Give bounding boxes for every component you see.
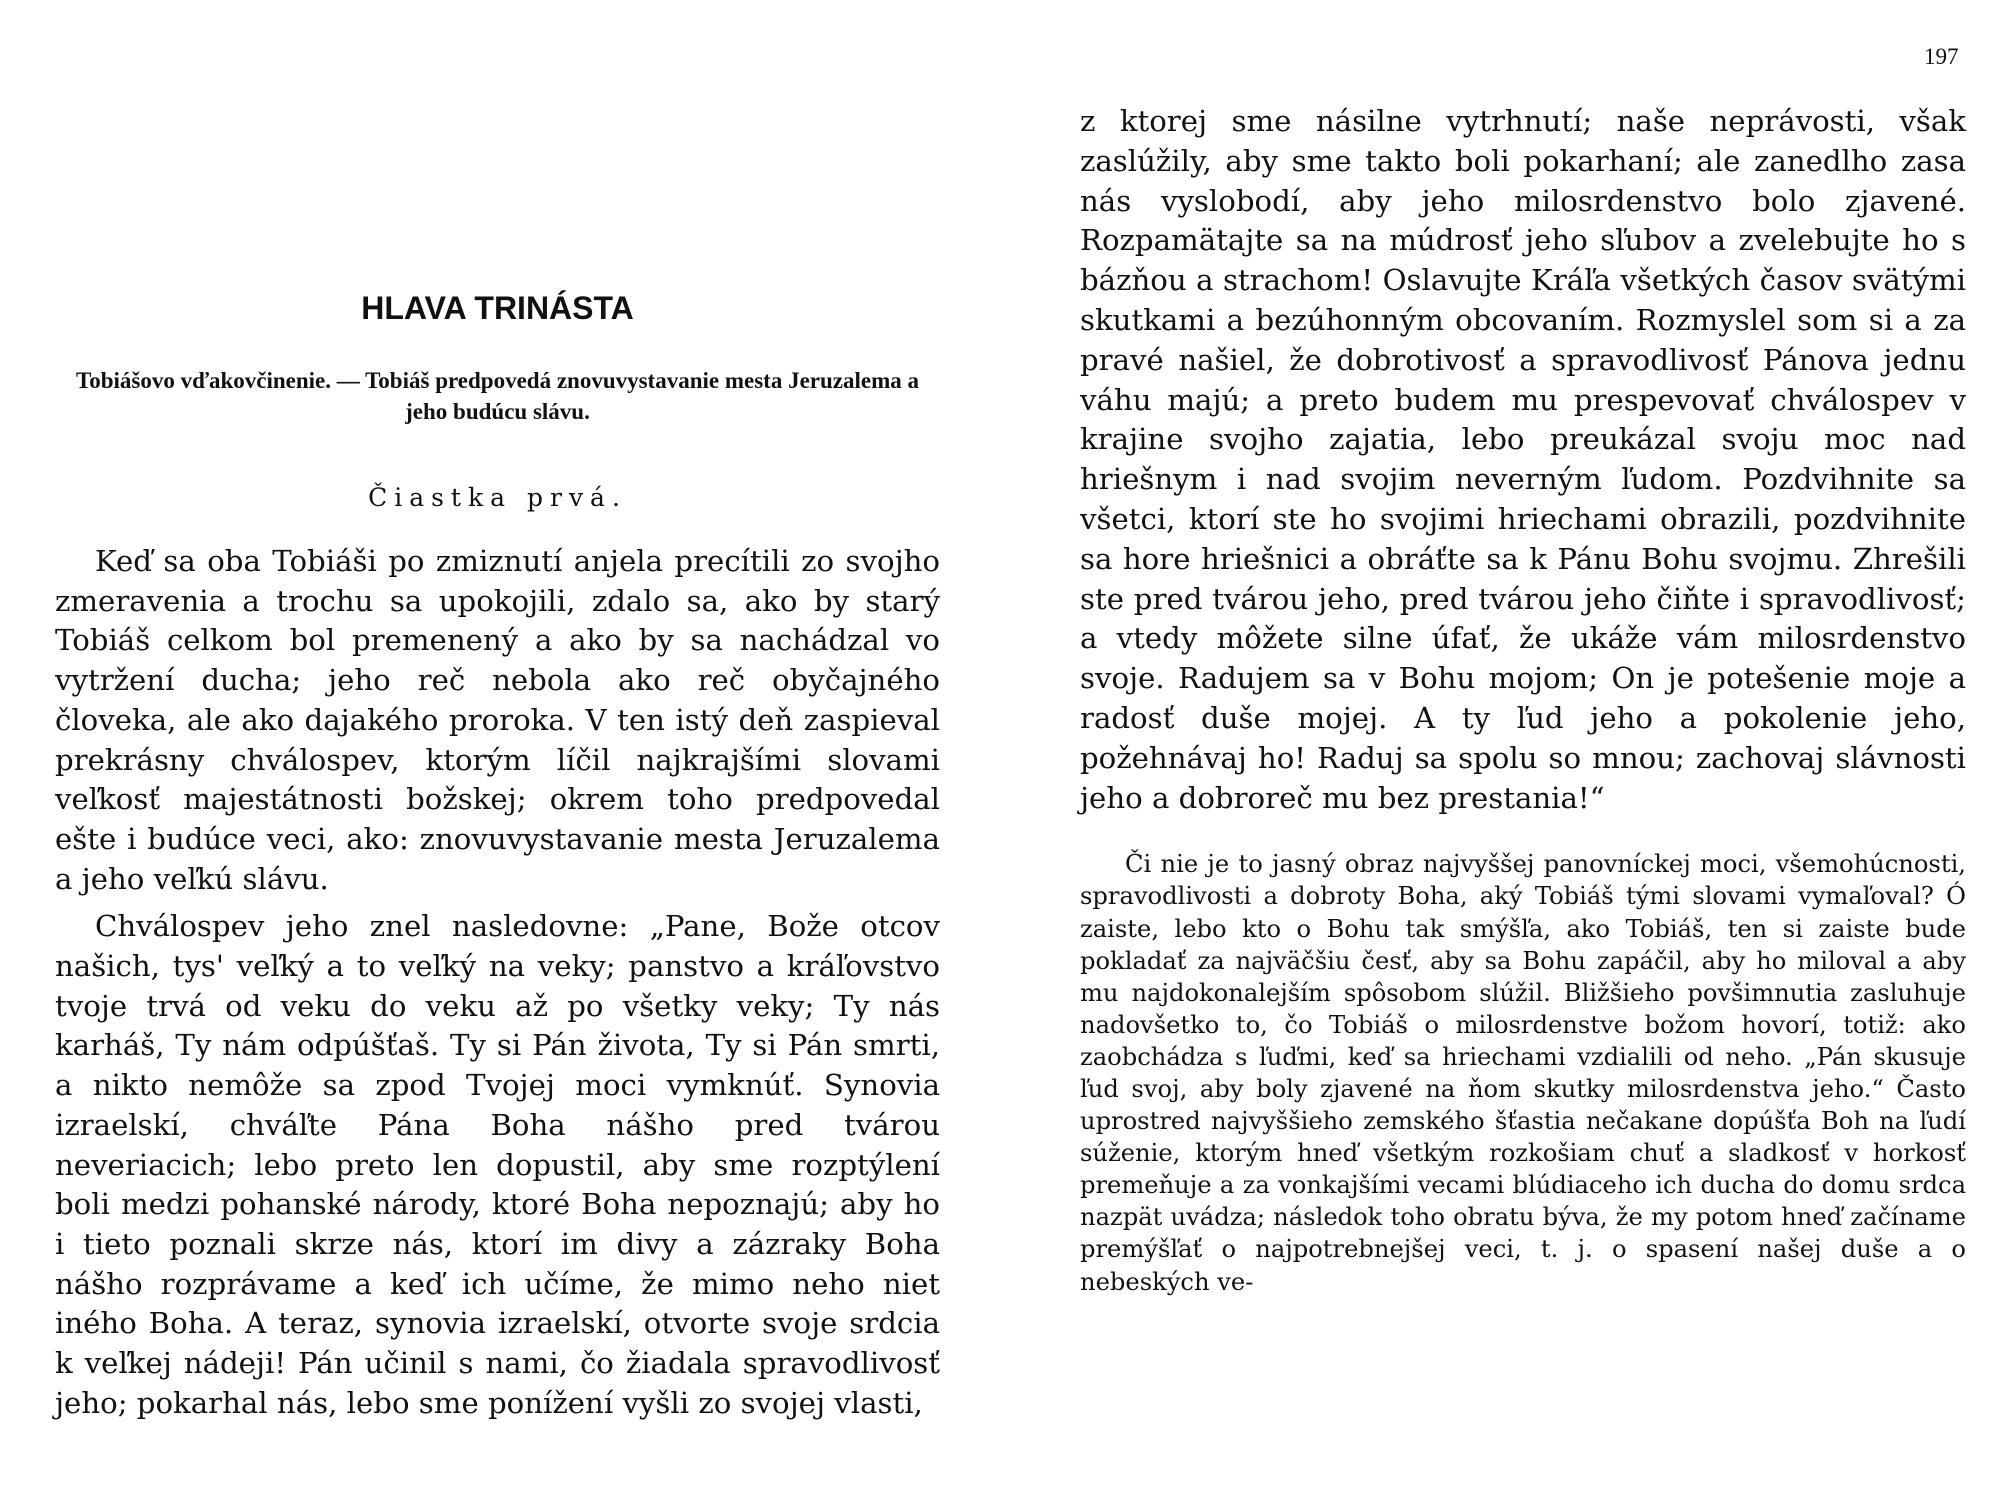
left-body-text	[55, 542, 940, 1423]
continued-paragraph: z ktorej sme násilne vytrhnutí; naše neprávosti, však zaslúžily, aby sme takto boli pokarhaní; ale zanedlho zasa nás vyslobodí, aby jeho milosrdenstvo bolo zjavené. Rozpamätajte sa na múdrosť jeho sľubov a zvelebujte ho s bázňou a strachom! Oslavujte Kráľa všetkých časov svätými skutkami a bezúhonným obcovaním. Rozmyslel som si a za pravé našiel, že dobrotivosť a spravodlivosť Pánova jednu váhu majú; a preto budem mu prespevovať chválospev v krajine svojho zajatia, lebo preukázal svoju moc nad hriešnym i nad svojim neverným ľudom. Pozdvihnite sa všetci, ktorí ste ho svojimi hriechami obrazili, pozdvihnite sa hore hriešnici a obráťte sa k Pánu Bohu svojmu. Zhrešili ste pred tvárou jeho, pred tvárou jeho čiňte i spravodlivosť; a vtedy môžete silne úfať, že ukáže vám milosrdenstvo svoje. Radujem sa v Bohu mojom; On je potešenie moje a radosť duše mojej. A ty ľud jeho a pokolenie jeho, požehnávaj ho! Raduj sa spolu so mnou; zachovaj slávnosti jeho a dobroreč mu bez prestania!“	[1080, 104, 1966, 815]
commentary-text	[1080, 848, 1966, 1297]
section-title: Čiastka prvá.	[368, 483, 627, 512]
paragraph: Chválospev jeho znel nasledovne: „Pane, Bože otcov našich, tys' veľký a to veľký na veky; panstvo a kráľovstvo tvoje trvá od veku do veku až po všetky veky; Ty nás karháš, Ty nám odpúšťaš. Ty si Pán života, Ty si Pán smrti, a nikto nemôže sa zpod Tvojej moci vymknúť. Synovia izraelskí, chváľte Pána Boha nášho pred tvárou neveriacich; lebo preto len dopustil, aby sme rozptýlení boli medzi pohanské národy, ktoré Boha nepoznajú; aby ho i tieto poznali skrze nás, ktorí im divy a zázraky Boha nášho rozprávame a keď ich učíme, že mimo neho niet iného Boha. A teraz, synovia izraelskí, otvorte svoje srdcia k veľkej nádeji! Pán učinil s nami, čo žiadala spravodlivosť jeho; pokarhal nás, lebo sme ponížení vyšli zo svojej vlasti,	[55, 909, 940, 1420]
paragraph: Keď sa oba Tobiáši po zmiznutí anjela precítili zo svojho zmeravenia a trochu sa upokojili, zdalo sa, ako by starý Tobiáš celkom bol premenený a ako by sa nachádzal vo vytržení ducha; jeho reč nebola ako reč obyčajného človeka, ale ako dajakého proroka. V ten istý deň zaspieval prekrásny chválospev, ktorým líčil najkrajšími slovami veľkosť majestátnosti božskej; okrem toho predpovedal ešte i budúce veci, ako: znovuvystavanie mesta Jeruzalema a jeho veľkú slávu.	[55, 544, 940, 896]
chapter-summary: Tobiášovo vďakovčinenie. — Tobiáš predpovedá znovuvystavanie mesta Jeruzalema a jeho budúcu slávu.	[75, 368, 920, 424]
left-page	[55, 290, 940, 1423]
chapter-title: HLAVA TRINÁSTA	[361, 290, 634, 326]
right-page	[1080, 102, 1966, 1298]
page-number: 197	[1924, 44, 1959, 69]
commentary-paragraph: Či nie je to jasný obraz najvyššej panovníckej moci, všemohúcnosti, spravodlivosti a dobroty Boha, aký Tobiáš tými slovami vymaľoval? Ó zaiste, lebo kto o Bohu tak smýšľa, ako Tobiáš, ten si zaiste bude pokladať za najväčšiu česť, aby sa Bohu zapáčil, aby ho miloval a aby mu najdokonalejším spôsobom slúžil. Bližšieho povšimnutia zasluhuje nadovšetko to, čo Tobiáš o milosrdenstve božom hovorí, totiž: ako zaobchádza s ľuďmi, keď sa hriechami vzdialili od neho. „Pán skusuje ľud svoj, aby boly zjavené na ňom skutky milosrdenstva jeho.“ Často uprostred najvyššieho zemského šťastia nečakane dopúšťa Boh na ľudí súženie, ktorým hneď všetkým rozkošiam chuť a sladkosť v horkosť premeňuje a za vonkajšími vecami blúdiaceho ich ducha do domu srdca nazpät uvádza; následok toho obratu býva, že my potom hneď začíname premýšľať o najpotrebnejšej veci, t. j. o spasení našej duše a o nebeských ve-	[1080, 850, 1966, 1296]
right-body-text	[1080, 102, 1966, 818]
